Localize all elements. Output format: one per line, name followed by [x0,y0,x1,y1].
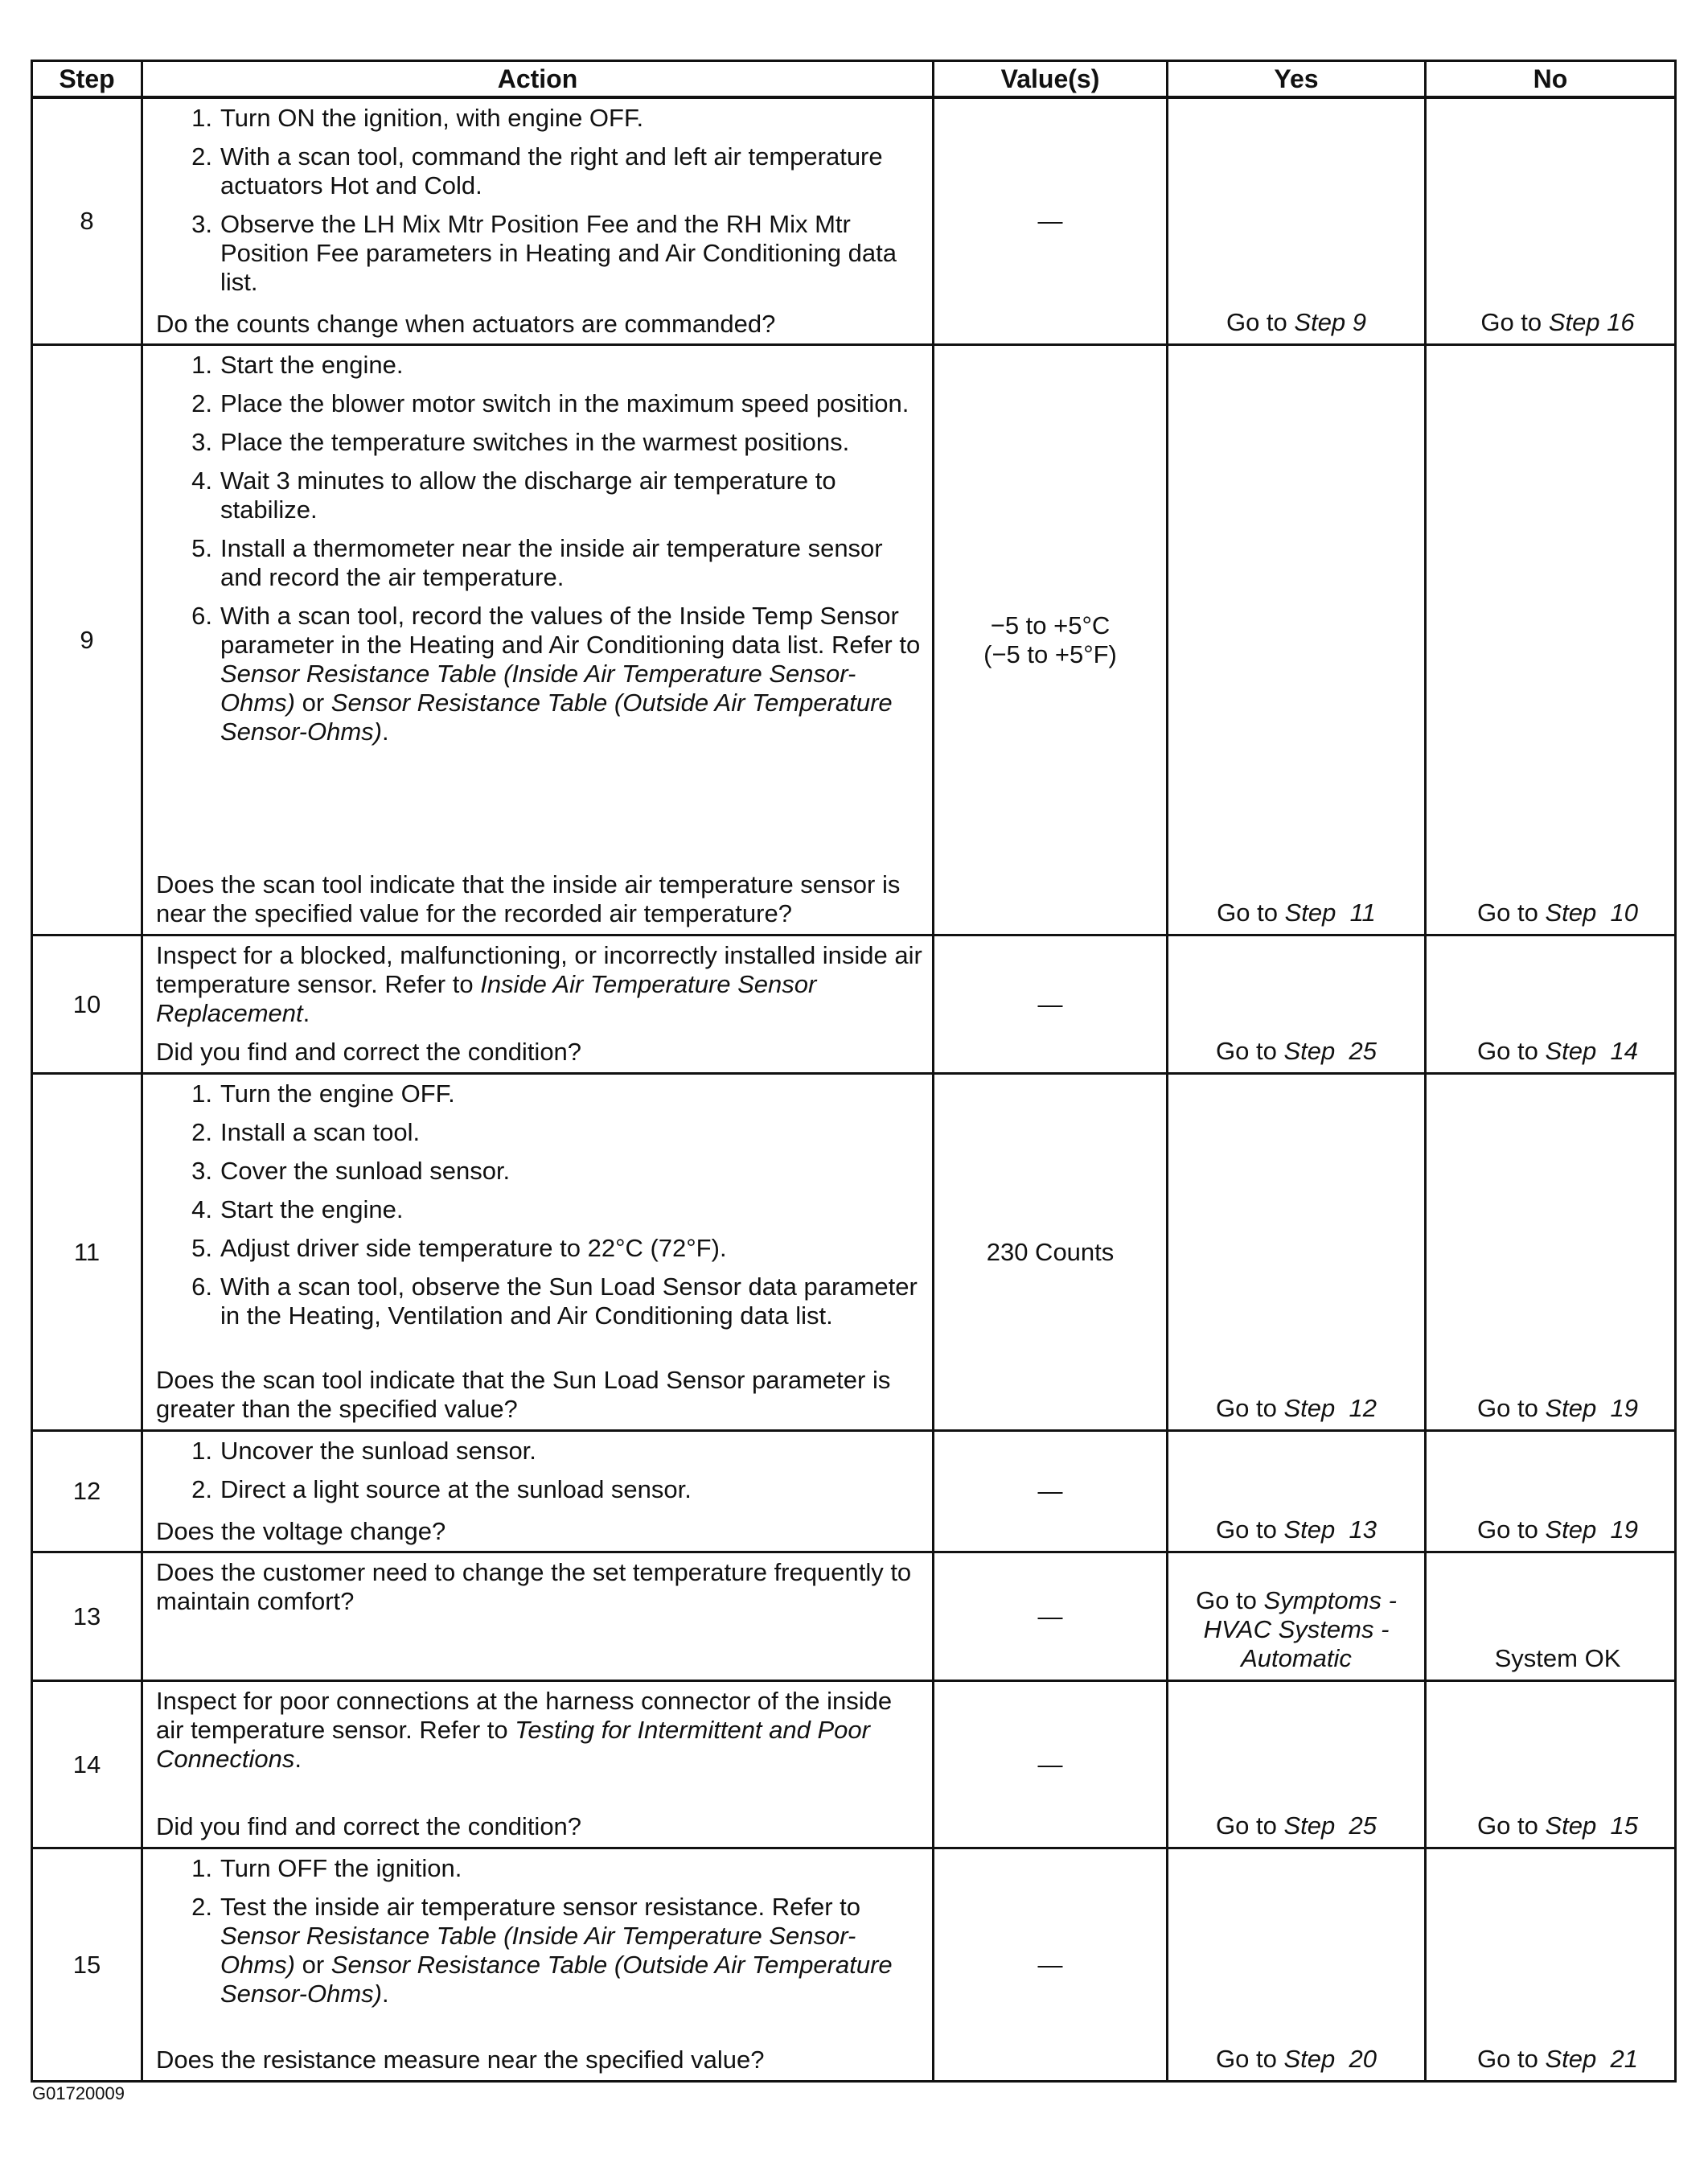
action-step [156,1195,924,1224]
step-number: 9 [32,345,142,935]
action-step-number: 1. [191,351,212,379]
action-step [156,1893,924,2009]
value-text: −5 to +5°C (−5 to +5°F) [983,611,1117,668]
yes-cell [1168,97,1426,345]
action-steps-list [156,104,924,306]
action-step-number: 6. [191,1273,212,1301]
text-run: . [382,1980,389,2008]
action-step-text [220,1118,924,1147]
step-number: 14 [32,1681,142,1848]
action-step-number: 2. [191,1893,212,1921]
action-question: Does the scan tool indicate that the Sun Load Sensor parameter is greater than the specified value? [156,1366,891,1423]
no-cell [1426,1431,1676,1552]
table-row [32,1431,1676,1552]
action-steps-list [156,351,924,756]
go-to-label: Go to [1477,1515,1538,1544]
action-step-text [220,1475,924,1504]
value-text: — [1037,207,1063,235]
yes-step-reference: Step 20 [1283,2045,1377,2073]
action-step [156,602,924,746]
value-cell [934,1848,1168,2082]
text-run: With a scan tool, record the values of the Inside Temp Sensor parameter in the Heating and Air Conditioning data list. Refer to [220,602,921,659]
header-yes: Yes [1168,61,1426,98]
text-run: Place the temperature switches in the warmest positions. [220,428,850,456]
action-step [156,1854,924,1883]
action-step-number: 1. [191,104,212,132]
no-step-reference: Step 21 [1545,2045,1638,2073]
value-text: 230 Counts [986,1237,1115,1266]
action-step-number: 2. [191,142,212,171]
action-step-text [220,351,924,380]
action-step-number: 1. [191,1854,212,1882]
header-values: Value(s) [934,61,1168,98]
text-run: Place the blower motor switch in the maximum speed position. [220,389,909,417]
no-cell [1426,1552,1676,1681]
value-text: — [1037,1750,1063,1778]
text-run: Uncover the sunload sensor. [220,1437,536,1465]
action-step-text [220,1893,924,2009]
action-paragraph [156,1687,924,1774]
yes-step-reference: Step 12 [1283,1394,1377,1422]
action-paragraph [156,941,924,1028]
value-cell [934,1681,1168,1848]
action-step [156,1273,924,1330]
go-to-label: Go to [1196,1586,1257,1614]
yes-cell [1168,1074,1426,1431]
action-step-number: 5. [191,534,212,562]
no-step-reference: Step 16 [1548,308,1635,336]
table-row [32,345,1676,935]
no-step-reference: Step 19 [1545,1515,1638,1544]
action-cell [142,1552,934,1681]
text-run: or [295,689,331,717]
no-cell [1426,345,1676,935]
action-step [156,1157,924,1186]
no-cell [1426,1848,1676,2082]
action-step-text [220,210,924,297]
action-step-number: 4. [191,467,212,495]
yes-cell [1168,345,1426,935]
text-run: Inspect for a blocked, malfunctioning, or incorrectly installed inside air temperature sensor. Refer to [156,941,922,998]
text-run: With a scan tool, observe the Sun Load Sensor data parameter in the Heating, Ventilation and Air Conditioning data list. [220,1273,918,1330]
reference-link-text: Testing for Intermittent and Poor Connections [156,1716,870,1773]
reference-link-text: Sensor Resistance Table (Inside Air Temperature Sensor-Ohms) [220,1922,856,1979]
action-step [156,210,924,297]
step-number: 11 [32,1074,142,1431]
action-steps-list [156,1437,924,1514]
action-step-number: 1. [191,1437,212,1465]
action-steps-list [156,1079,924,1340]
go-to-label: Go to [1477,1811,1538,1840]
action-step [156,1437,924,1466]
action-step-text [220,389,924,418]
text-run: Direct a light source at the sunload sensor. [220,1475,692,1503]
yes-reference: Symptoms - HVAC Systems - Automatic [1203,1586,1397,1672]
action-question: Does the resistance measure near the specified value? [156,2046,765,2074]
action-step-number: 2. [191,1475,212,1503]
action-step-number: 5. [191,1234,212,1262]
table-row [32,97,1676,345]
header-no: No [1426,61,1676,98]
action-step [156,389,924,418]
action-content [156,351,924,928]
step-number: 13 [32,1552,142,1681]
value-cell [934,1431,1168,1552]
action-cell [142,1848,934,2082]
action-step-text [220,1079,924,1108]
go-to-label: Go to [1216,1394,1277,1422]
text-run: Does the customer need to change the set temperature frequently to maintain comfort? [156,1558,912,1615]
action-step-text [220,467,924,524]
action-steps-list [156,1854,924,2018]
go-to-label: Go to [1216,1811,1277,1840]
text-run: Observe the LH Mix Mtr Position Fee and the RH Mix Mtr Position Fee parameters in Heating and Air Conditioning data list. [220,210,897,296]
action-step [156,1118,924,1147]
text-run: Adjust driver side temperature to 22°C (72°F). [220,1234,727,1262]
no-step-reference: Step 14 [1545,1037,1638,1065]
reference-link-text: Sensor Resistance Table (Outside Air Temperature Sensor-Ohms) [220,689,893,746]
action-step [156,1079,924,1108]
action-question: Do the counts change when actuators are commanded? [156,310,776,338]
no-cell [1426,1074,1676,1431]
go-to-label: Go to [1216,2045,1277,2073]
text-run: Start the engine. [220,1195,404,1223]
action-step-number: 3. [191,1157,212,1185]
text-run: Install a thermometer near the inside air temperature sensor and record the air temperature. [220,534,883,591]
table-row [32,935,1676,1074]
yes-step-reference: Step 25 [1283,1037,1377,1065]
action-step-text [220,1437,924,1466]
yes-cell [1168,1681,1426,1848]
reference-link-text: Sensor Resistance Table (Outside Air Temperature Sensor-Ohms) [220,1951,893,2008]
action-step-number: 2. [191,1118,212,1146]
header-step: Step [32,61,142,98]
table-row [32,1848,1676,2082]
action-step-text [220,602,924,746]
go-to-label: Go to [1217,898,1278,927]
action-paragraph [156,1558,924,1616]
table-body [32,97,1676,2082]
yes-cell [1168,1848,1426,2082]
action-step-text [220,104,924,133]
step-number: 12 [32,1431,142,1552]
go-to-label: Go to [1216,1515,1277,1544]
text-run: Cover the sunload sensor. [220,1157,511,1185]
reference-link-text: Sensor Resistance Table (Inside Air Temperature Sensor-Ohms) [220,660,856,717]
action-step [156,142,924,200]
action-step [156,1234,924,1263]
reference-link-text: Inside Air Temperature Sensor Replacement [156,970,817,1027]
action-step-number: 3. [191,428,212,456]
action-step-text [220,1234,924,1263]
header-action: Action [142,61,934,98]
action-content [156,1437,924,1546]
yes-step-reference: Step 9 [1294,308,1367,336]
go-to-label: Go to [1477,1037,1538,1065]
diagnostic-table [31,60,1677,2083]
action-content [156,1854,924,2074]
action-step-text [220,534,924,592]
value-cell [934,97,1168,345]
value-text: — [1037,1602,1063,1630]
step-number: 10 [32,935,142,1074]
no-step-reference: Step 19 [1545,1394,1638,1422]
text-run: Turn the engine OFF. [220,1079,455,1108]
go-to-label: Go to [1480,308,1542,336]
text-run: or [295,1951,331,1979]
action-step-number: 3. [191,210,212,238]
text-run: Wait 3 minutes to allow the discharge air temperature to stabilize. [220,467,836,524]
no-cell [1426,97,1676,345]
action-step-text [220,1195,924,1224]
action-content [156,1687,924,1841]
text-run: . [294,1745,302,1773]
text-run: Inspect for poor connections at the harness connector of the inside air temperature sensor. Refer to [156,1687,893,1744]
go-to-label: Go to [1477,1394,1538,1422]
value-cell [934,345,1168,935]
value-text: — [1037,1477,1063,1505]
header-row [32,61,1676,98]
text-run: Turn ON the ignition, with engine OFF. [220,104,644,132]
no-cell [1426,935,1676,1074]
go-to-label: Go to [1477,2045,1538,2073]
action-step-text [220,1273,924,1330]
value-cell [934,1074,1168,1431]
action-step-text [220,1157,924,1186]
figure-code: G01720009 [32,2083,125,2103]
spacer [156,1774,924,1806]
action-cell [142,97,934,345]
no-step-reference: Step 15 [1545,1811,1638,1840]
action-step-text [220,428,924,457]
action-content [156,1079,924,1424]
table-row [32,1552,1676,1681]
action-step-text [220,1854,924,1883]
no-cell [1426,1681,1676,1848]
yes-cell [1168,1552,1426,1681]
text-run: With a scan tool, command the right and left air temperature actuators Hot and Cold. [220,142,883,199]
no-result: System OK [1494,1644,1621,1672]
action-question: Does the scan tool indicate that the inside air temperature sensor is near the specified value for the recorded air temperature? [156,870,901,927]
action-question: Did you find and correct the condition? [156,1038,582,1066]
text-run: Start the engine. [220,351,404,379]
action-question: Did you find and correct the condition? [156,1812,582,1840]
action-step [156,428,924,457]
text-run: Test the inside air temperature sensor resistance. Refer to [220,1893,861,1921]
action-cell [142,1681,934,1848]
table-row [32,1681,1676,1848]
action-step [156,467,924,524]
action-question: Does the voltage change? [156,1517,446,1545]
action-cell [142,1074,934,1431]
action-content [156,1558,924,1674]
text-run: . [382,717,389,746]
action-step-number: 4. [191,1195,212,1223]
yes-step-reference: Step 25 [1283,1811,1377,1840]
yes-cell [1168,935,1426,1074]
action-content [156,941,924,1067]
value-cell [934,1552,1168,1681]
value-text: — [1037,1950,1063,1979]
action-cell [142,345,934,935]
action-step [156,351,924,380]
action-step [156,534,924,592]
table-row [32,1074,1676,1431]
go-to-label: Go to [1226,308,1287,336]
action-cell [142,935,934,1074]
action-step-number: 2. [191,389,212,417]
value-cell [934,935,1168,1074]
yes-step-reference: Step 13 [1283,1515,1377,1544]
yes-step-reference: Step 11 [1284,898,1376,927]
go-to-label: Go to [1477,898,1538,927]
step-number: 15 [32,1848,142,2082]
go-to-label: Go to [1216,1037,1277,1065]
action-step-number: 1. [191,1079,212,1108]
text-run: . [302,999,310,1027]
step-number: 8 [32,97,142,345]
value-text: — [1037,989,1063,1018]
text-run: Install a scan tool. [220,1118,421,1146]
action-step [156,1475,924,1504]
action-content [156,104,924,339]
action-step-text [220,142,924,200]
action-step [156,104,924,133]
yes-cell [1168,1431,1426,1552]
action-cell [142,1431,934,1552]
action-step-number: 6. [191,602,212,630]
text-run: Turn OFF the ignition. [220,1854,462,1882]
no-step-reference: Step 10 [1545,898,1638,927]
